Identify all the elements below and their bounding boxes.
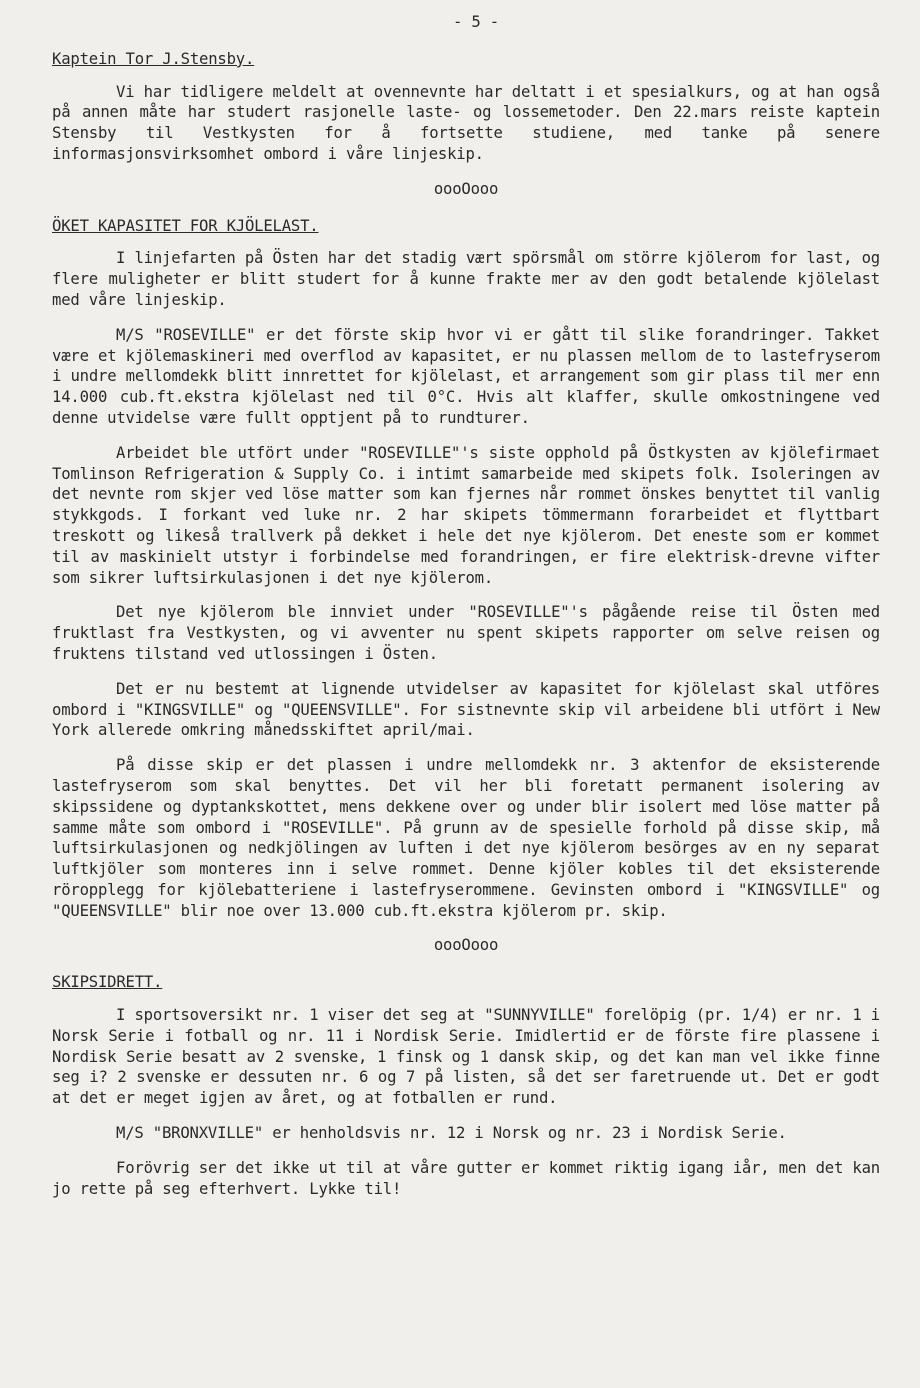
paragraph: M/S "BRONXVILLE" er henholdsvis nr. 12 i Norsk og nr. 23 i Nordisk Serie. [116, 1124, 787, 1143]
paragraph: Det er nu bestemt at lignende utvidelser av kapasitet for kjölelast skal utföres ombord i "KINGSVILLE" og "QUEENSVILLE". For sistnevnte skip vil arbeidene bli utfört i New York allerede omkring månedsskiftet april/mai. [52, 679, 880, 740]
section-divider: oooOooo [433, 179, 499, 198]
page-number: - 5 - [453, 13, 499, 31]
paragraph: På disse skip er det plassen i undre mellomdekk nr. 3 aktenfor de eksisterende lastefryserom som skal benyttes. Det vil her bli foretatt permanent isolering av skipssidene og dyptankskottet, mens dekkene over og under blir isolert med löse matter på samme måte som ombord i "ROSEVILLE". På grunn av de spesielle forhold på disse skip, må luftsirkulasjonen og nedkjölingen av luften i det nye kjölerom besörges av en ny separat luftkjöler som monteres inn i selve rommet. Denne kjöler kobles til det eksisterende röropplegg for kjölebatteriene i lastefryserommene. Gevinsten ombord i "KINGSVILLE" og "QUEENSVILLE" blir noe over 13.000 cub.ft.ekstra kjölerom pr. skip. [52, 756, 880, 920]
section-heading-kjolelast: ÖKET KAPASITET FOR KJÖLELAST. [52, 216, 319, 235]
section-divider: oooOooo [433, 936, 499, 955]
paragraph: Vi har tidligere meldelt at ovennevnte har deltatt i et spesialkurs, og at han også på annen måte har studert rasjonelle laste- og lossemetoder. Den 22.mars reiste kaptein Stensby til Vestkysten for å fortsette studiene, med tanke på senere informasjonsvirksomhet ombord i våre linjeskip. [52, 82, 880, 163]
paragraph: Forövrig ser det ikke ut til at våre gutter er kommet riktig igang iår, men det kan jo rette på seg efterhvert. Lykke til! [52, 1158, 880, 1198]
section-heading-skipsidrett: SKIPSIDRETT. [52, 973, 163, 992]
paragraph: M/S "ROSEVILLE" er det förste skip hvor vi er gått til slike forandringer. Takket være et kjölemaskineri med overflod av kapasitet, er nu plassen mellom de to lastefryserom i undre mellomdekk blitt innrettet for kjölelast, et arrangement som gir plass til mer enn 14.000 cub.ft.ekstra kjölelast ned til 0°C. Hvis alt klaffer, skulle omkostningene ved denne utvidelse være fullt opptjent på to rundturer. [52, 325, 880, 427]
section-heading-stensby: Kaptein Tor J.Stensby. [52, 49, 255, 68]
paragraph: I sportsoversikt nr. 1 viser det seg at "SUNNYVILLE" forelöpig (pr. 1/4) er nr. 1 i Norsk Serie i fotball og nr. 11 i Nordisk Serie. Imidlertid er de förste fire plassene i Nordisk Serie besatt av 2 svenske, 1 finsk og 1 dansk skip, og det kan man vel ikke finne seg i? 2 svenske er dessuten nr. 6 og 7 på listen, så det ser faretruende ut. Det er godt at det er meget igjen av året, og at fotballen er rund. [52, 1006, 880, 1108]
paragraph: Arbeidet ble utfört under "ROSEVILLE"'s siste opphold på Östkysten av kjölefirmaet Tomlinson Refrigeration & Supply Co. i intimt samarbeide med skipets folk. Isoleringen av det nevnte rom skjer ved löse matter som kan fjernes når rommet önskes benyttet til vanlig stykkgods. I forkant ved luke nr. 2 har skipets tömmermann forarbeidet et flyttbart treskott og likeså trallverk på dekket i hele det nye kjölerom. Det eneste som er kommet til av maskinielt utstyr i forbindelse med forandringen, er fire elektrisk-drevne vifter som sikrer luftsirkulasjonen i det nye kjölerom. [52, 443, 880, 587]
paragraph: Det nye kjölerom ble innviet under "ROSEVILLE"'s pågående reise til Östen med fruktlast fra Vestkysten, og vi avventer nu spent skipets rapporter om selve reisen og fruktens tilstand ved utlossingen i Östen. [52, 603, 880, 663]
paragraph: I linjefarten på Östen har det stadig vært spörsmål om större kjölerom for last, og flere muligheter er blitt studert for å kunne frakte mer av den godt betalende kjölelast med våre linjeskip. [52, 249, 880, 309]
